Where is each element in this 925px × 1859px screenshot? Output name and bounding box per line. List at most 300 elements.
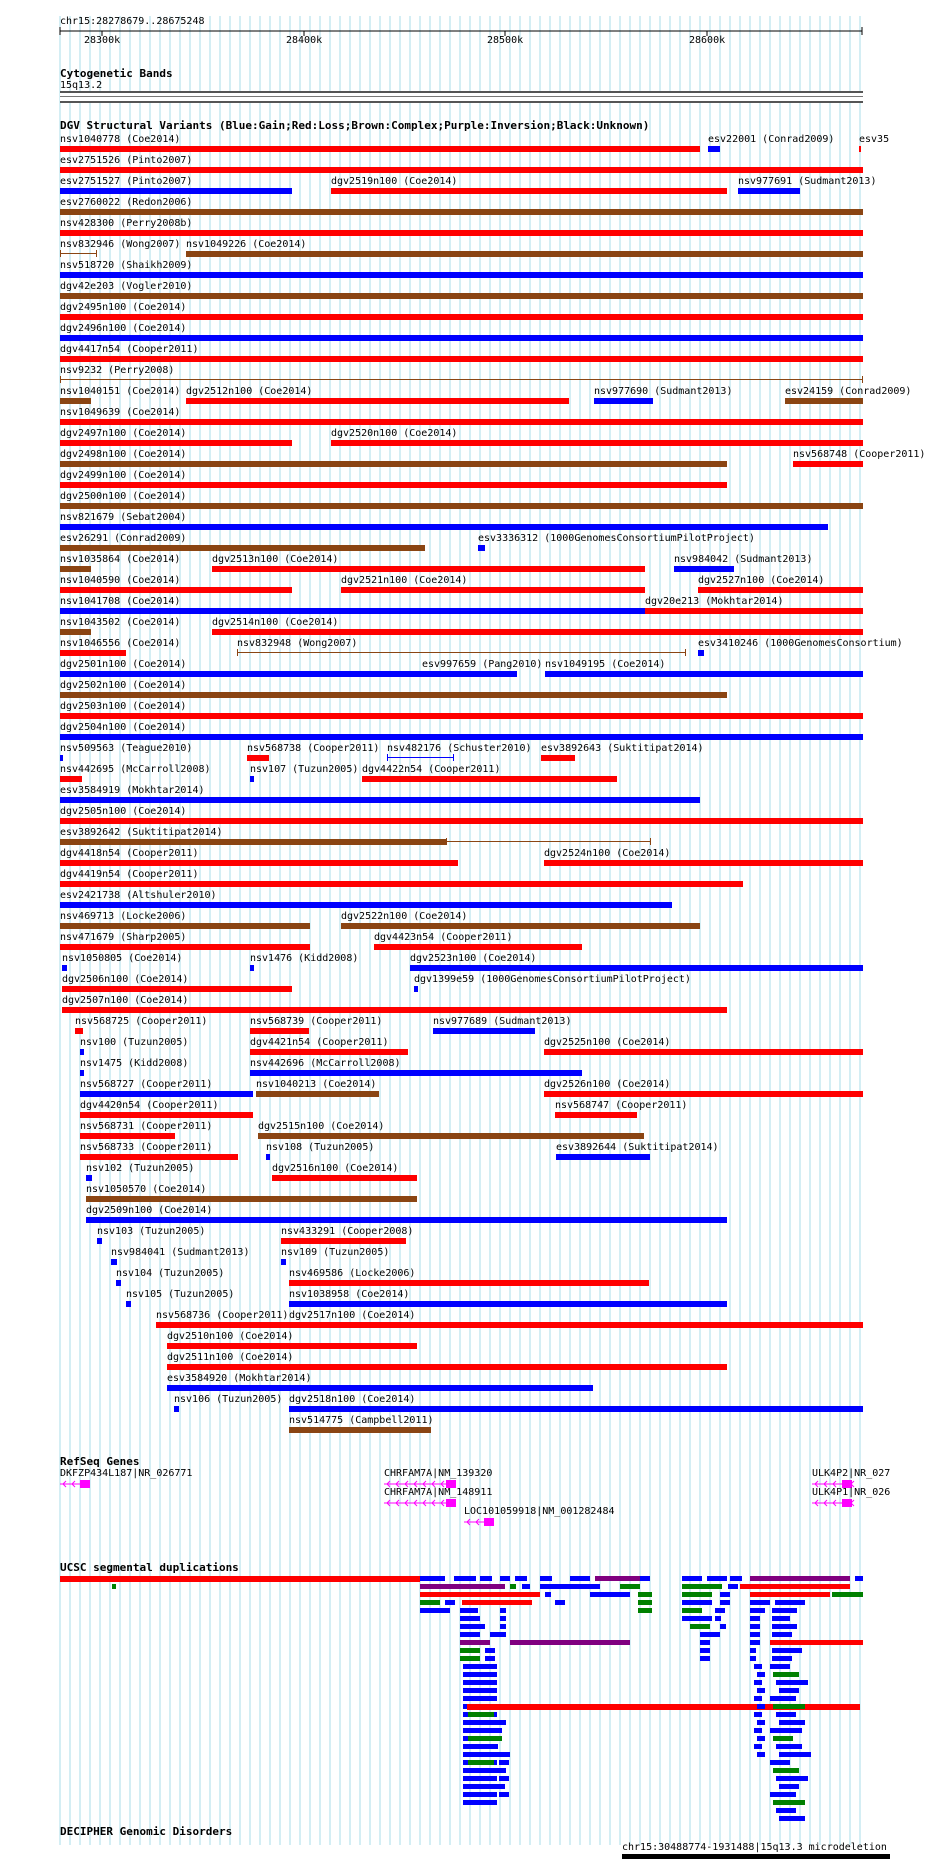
segdup-block[interactable] [420, 1584, 505, 1589]
dgv-variant-bar[interactable] [60, 818, 863, 824]
dgv-variant-label[interactable]: nsv1475 (Kidd2008) [80, 1058, 189, 1069]
dgv-variant-label[interactable]: dgv2527n100 (Coe2014) [698, 575, 825, 586]
dgv-variant-bar[interactable] [60, 379, 863, 380]
dgv-variant-label[interactable]: nsv977691 (Sudmant2013) [738, 176, 877, 187]
dgv-variant-bar[interactable] [859, 146, 861, 152]
dgv-variant-bar[interactable] [60, 671, 422, 677]
segdup-block[interactable] [757, 1672, 765, 1677]
dgv-variant-bar[interactable] [793, 461, 863, 467]
dgv-variant-label[interactable]: dgv2520n100 (Coe2014) [331, 428, 458, 439]
segdup-block[interactable] [776, 1744, 802, 1749]
dgv-variant-label[interactable]: nsv1040151 (Coe2014) [60, 386, 181, 397]
segdup-block[interactable] [460, 1632, 480, 1637]
segdup-block[interactable] [682, 1600, 712, 1605]
segdup-block[interactable] [500, 1632, 506, 1637]
refseq-gene-model[interactable] [60, 1479, 96, 1489]
dgv-variant-bar[interactable] [544, 1049, 863, 1055]
dgv-variant-bar[interactable] [60, 755, 63, 761]
segdup-block[interactable] [545, 1592, 551, 1597]
dgv-variant-bar[interactable] [60, 629, 91, 635]
dgv-variant-bar[interactable] [708, 146, 720, 152]
segdup-block[interactable] [750, 1616, 760, 1621]
segdup-block[interactable] [707, 1576, 727, 1581]
dgv-variant-bar[interactable] [289, 1322, 863, 1328]
segdup-block[interactable] [682, 1584, 722, 1589]
dgv-variant-bar[interactable] [387, 757, 453, 758]
dgv-variant-label[interactable]: dgv2497n100 (Coe2014) [60, 428, 187, 439]
segdup-track-title[interactable]: UCSC segmental duplications [60, 1561, 239, 1574]
dgv-variant-label[interactable]: dgv4419n54 (Cooper2011) [60, 869, 199, 880]
decipher-item-bar[interactable] [622, 1854, 890, 1859]
segdup-block[interactable] [770, 1760, 790, 1765]
dgv-variant-label[interactable]: nsv821679 (Sebat2004) [60, 512, 187, 523]
dgv-variant-bar[interactable] [362, 776, 617, 782]
dgv-variant-label[interactable]: dgv2507n100 (Coe2014) [62, 995, 189, 1006]
dgv-variant-bar[interactable] [341, 587, 645, 593]
dgv-variant-bar[interactable] [698, 587, 863, 593]
dgv-variant-label[interactable]: nsv832948 (Wong2007) [237, 638, 358, 649]
dgv-variant-bar[interactable] [60, 440, 292, 446]
segdup-block[interactable] [595, 1576, 640, 1581]
segdup-block[interactable] [462, 1600, 532, 1605]
segdup-block[interactable] [779, 1816, 805, 1821]
segdup-block[interactable] [500, 1576, 510, 1581]
segdup-block[interactable] [728, 1584, 738, 1589]
dgv-variant-label[interactable]: dgv2502n100 (Coe2014) [60, 680, 187, 691]
dgv-variant-label[interactable]: esv2751527 (Pinto2007) [60, 176, 193, 187]
dgv-variant-label[interactable]: dgv2512n100 (Coe2014) [186, 386, 313, 397]
dgv-variant-bar[interactable] [156, 1322, 289, 1328]
dgv-variant-label[interactable]: dgv4421n54 (Cooper2011) [250, 1037, 389, 1048]
segdup-block[interactable] [770, 1728, 802, 1733]
dgv-variant-label[interactable]: nsv1035864 (Coe2014) [60, 554, 181, 565]
cyto-track-title[interactable]: Cytogenetic Bands [60, 67, 173, 80]
dgv-variant-label[interactable]: esv997659 (Pang2010) [422, 659, 543, 670]
refseq-track-title[interactable]: RefSeq Genes [60, 1455, 140, 1468]
dgv-variant-bar[interactable] [541, 755, 575, 761]
segdup-block[interactable] [773, 1800, 805, 1805]
dgv-variant-bar[interactable] [60, 356, 863, 362]
dgv-variant-label[interactable]: esv3336312 (1000GenomesConsortiumPilotProject) [478, 533, 755, 544]
segdup-block[interactable] [700, 1632, 720, 1637]
dgv-variant-label[interactable]: dgv4417n54 (Cooper2011) [60, 344, 199, 355]
segdup-block[interactable] [420, 1592, 540, 1597]
dgv-variant-bar[interactable] [414, 986, 418, 992]
dgv-variant-label[interactable]: nsv1049195 (Coe2014) [545, 659, 666, 670]
segdup-block[interactable] [779, 1688, 799, 1693]
dgv-variant-bar[interactable] [60, 776, 82, 782]
segdup-block[interactable] [638, 1608, 652, 1613]
dgv-variant-bar[interactable] [174, 1406, 179, 1412]
segdup-block[interactable] [420, 1576, 445, 1581]
segdup-block[interactable] [495, 1784, 505, 1789]
base-position-ruler[interactable] [0, 0, 890, 60]
dgv-variant-bar[interactable] [250, 1049, 408, 1055]
refseq-gene-model[interactable] [812, 1498, 858, 1508]
dgv-variant-label[interactable]: nsv1476 (Kidd2008) [250, 953, 359, 964]
refseq-gene-label[interactable]: LOC101059918|NM_001282484 [464, 1506, 615, 1517]
dgv-variant-bar[interactable] [544, 860, 863, 866]
dgv-variant-label[interactable]: esv24159 (Conrad2009) [785, 386, 912, 397]
dgv-variant-label[interactable]: nsv106 (Tuzun2005) [174, 1394, 283, 1405]
dgv-variant-label[interactable]: nsv469713 (Locke2006) [60, 911, 187, 922]
dgv-variant-label[interactable]: dgv2503n100 (Coe2014) [60, 701, 187, 712]
segdup-block[interactable] [754, 1728, 762, 1733]
dgv-variant-bar[interactable] [478, 545, 485, 551]
segdup-block[interactable] [499, 1792, 509, 1797]
segdup-block[interactable] [720, 1600, 730, 1605]
dgv-variant-label[interactable]: nsv442695 (McCarroll2008) [60, 764, 211, 775]
dgv-variant-label[interactable]: esv26291 (Conrad2009) [60, 533, 187, 544]
dgv-variant-bar[interactable] [60, 839, 446, 845]
segdup-block[interactable] [460, 1616, 480, 1621]
segdup-block[interactable] [522, 1584, 530, 1589]
dgv-variant-bar[interactable] [258, 1133, 644, 1139]
dgv-variant-label[interactable]: dgv20e213 (Mokhtar2014) [645, 596, 784, 607]
dgv-variant-bar[interactable] [60, 587, 292, 593]
segdup-block[interactable] [770, 1640, 863, 1645]
dgv-variant-bar[interactable] [60, 314, 863, 320]
segdup-block[interactable] [445, 1600, 455, 1605]
dgv-variant-label[interactable]: nsv109 (Tuzun2005) [281, 1247, 390, 1258]
dgv-variant-label[interactable]: nsv471679 (Sharp2005) [60, 932, 187, 943]
refseq-gene-label[interactable]: CHRFAM7A|NM_148911 [384, 1487, 493, 1498]
dgv-variant-bar[interactable] [60, 188, 292, 194]
dgv-variant-label[interactable]: nsv100 (Tuzun2005) [80, 1037, 189, 1048]
segdup-block[interactable] [757, 1688, 765, 1693]
segdup-block[interactable] [682, 1616, 712, 1621]
segdup-block[interactable] [700, 1648, 710, 1653]
segdup-block[interactable] [730, 1576, 742, 1581]
dgv-variant-bar[interactable] [60, 209, 863, 215]
dgv-variant-bar[interactable] [247, 755, 269, 761]
dgv-variant-label[interactable]: nsv514775 (Campbell2011) [289, 1415, 434, 1426]
dgv-variant-label[interactable]: nsv568747 (Cooper2011) [555, 1100, 688, 1111]
dgv-variant-bar[interactable] [60, 335, 863, 341]
segdup-block[interactable] [770, 1792, 796, 1797]
dgv-variant-label[interactable]: nsv984042 (Sudmant2013) [674, 554, 813, 565]
segdup-block[interactable] [460, 1648, 480, 1653]
segdup-block[interactable] [772, 1624, 797, 1629]
dgv-variant-bar[interactable] [60, 272, 863, 278]
dgv-variant-label[interactable]: dgv2498n100 (Coe2014) [60, 449, 187, 460]
segdup-block[interactable] [773, 1704, 805, 1709]
dgv-variant-bar[interactable] [281, 1259, 286, 1265]
dgv-variant-bar[interactable] [80, 1133, 175, 1139]
dgv-variant-label[interactable]: nsv428300 (Perry2008b) [60, 218, 193, 229]
segdup-block[interactable] [60, 1576, 420, 1582]
dgv-variant-label[interactable]: dgv2522n100 (Coe2014) [341, 911, 468, 922]
dgv-variant-bar[interactable] [62, 965, 67, 971]
dgv-variant-bar[interactable] [60, 608, 645, 614]
segdup-block[interactable] [772, 1632, 792, 1637]
segdup-block[interactable] [690, 1624, 710, 1629]
segdup-block[interactable] [463, 1688, 497, 1693]
dgv-variant-label[interactable]: dgv2511n100 (Coe2014) [167, 1352, 294, 1363]
segdup-block[interactable] [775, 1600, 805, 1605]
segdup-block[interactable] [773, 1768, 799, 1773]
dgv-variant-bar[interactable] [212, 629, 863, 635]
segdup-block[interactable] [750, 1648, 756, 1653]
dgv-variant-label[interactable]: dgv2509n100 (Coe2014) [86, 1205, 213, 1216]
dgv-variant-bar[interactable] [250, 1070, 582, 1076]
dgv-variant-bar[interactable] [111, 1259, 117, 1265]
dgv-variant-label[interactable]: nsv1040590 (Coe2014) [60, 575, 181, 586]
segdup-block[interactable] [112, 1584, 116, 1589]
segdup-block[interactable] [750, 1656, 756, 1661]
dgv-variant-label[interactable]: esv3892643 (Suktitipat2014) [541, 743, 704, 754]
segdup-block[interactable] [463, 1784, 497, 1789]
segdup-block[interactable] [515, 1576, 527, 1581]
segdup-block[interactable] [472, 1744, 498, 1749]
segdup-block[interactable] [750, 1632, 760, 1637]
segdup-block[interactable] [754, 1680, 762, 1685]
segdup-block[interactable] [620, 1584, 640, 1589]
dgv-variant-label[interactable]: dgv2496n100 (Coe2014) [60, 323, 187, 334]
dgv-variant-bar[interactable] [237, 652, 685, 653]
segdup-block[interactable] [757, 1752, 765, 1757]
dgv-variant-bar[interactable] [60, 566, 91, 572]
segdup-block[interactable] [490, 1632, 500, 1637]
dgv-variant-label[interactable]: dgv2499n100 (Coe2014) [60, 470, 187, 481]
dgv-variant-bar[interactable] [60, 461, 727, 467]
segdup-block[interactable] [754, 1664, 762, 1669]
dgv-variant-bar[interactable] [289, 1406, 863, 1412]
segdup-block[interactable] [832, 1592, 863, 1597]
dgv-variant-label[interactable]: nsv984041 (Sudmant2013) [111, 1247, 250, 1258]
dgv-variant-bar[interactable] [60, 902, 672, 908]
dgv-variant-label[interactable]: dgv4418n54 (Cooper2011) [60, 848, 199, 859]
segdup-block[interactable] [468, 1712, 494, 1717]
segdup-block[interactable] [682, 1576, 702, 1581]
dgv-variant-label[interactable]: esv2421738 (Altshuler2010) [60, 890, 217, 901]
refseq-gene-label[interactable]: DKFZP434L187|NR_026771 [60, 1468, 193, 1479]
segdup-block[interactable] [700, 1640, 710, 1645]
dgv-variant-bar[interactable] [289, 1280, 649, 1286]
dgv-variant-label[interactable]: dgv1399e59 (1000GenomesConsortiumPilotProject) [414, 974, 691, 985]
dgv-variant-bar[interactable] [60, 881, 743, 887]
segdup-block[interactable] [640, 1576, 650, 1581]
dgv-variant-bar[interactable] [116, 1280, 121, 1286]
dgv-variant-bar[interactable] [86, 1217, 727, 1223]
dgv-variant-label[interactable]: nsv1041708 (Coe2014) [60, 596, 181, 607]
segdup-block[interactable] [682, 1608, 702, 1613]
dgv-variant-label[interactable]: nsv1050805 (Coe2014) [62, 953, 183, 964]
segdup-block[interactable] [779, 1784, 799, 1789]
dgv-variant-bar[interactable] [544, 1091, 863, 1097]
refseq-gene-model[interactable] [464, 1517, 500, 1527]
segdup-block[interactable] [463, 1664, 497, 1669]
dgv-variant-bar[interactable] [80, 1091, 253, 1097]
dgv-variant-bar[interactable] [60, 524, 828, 530]
dgv-variant-bar[interactable] [698, 650, 704, 656]
dgv-variant-label[interactable]: dgv2521n100 (Coe2014) [341, 575, 468, 586]
dgv-variant-bar[interactable] [250, 965, 254, 971]
segdup-block[interactable] [770, 1696, 796, 1701]
segdup-block[interactable] [740, 1584, 850, 1589]
dgv-variant-bar[interactable] [60, 146, 700, 152]
dgv-variant-bar[interactable] [60, 734, 863, 740]
cyto-band-ideogram[interactable] [60, 91, 863, 103]
dgv-variant-bar[interactable] [60, 545, 425, 551]
dgv-variant-label[interactable]: nsv1040213 (Coe2014) [256, 1079, 377, 1090]
segdup-block[interactable] [485, 1648, 495, 1653]
segdup-block[interactable] [420, 1608, 450, 1613]
dgv-variant-bar[interactable] [433, 1028, 535, 1034]
dgv-variant-label[interactable]: dgv2516n100 (Coe2014) [272, 1163, 399, 1174]
dgv-variant-label[interactable]: dgv2517n100 (Coe2014) [289, 1310, 416, 1321]
segdup-block[interactable] [779, 1720, 805, 1725]
dgv-variant-label[interactable]: dgv2501n100 (Coe2014) [60, 659, 187, 670]
dgv-variant-label[interactable]: nsv568748 (Cooper2011) [793, 449, 925, 460]
segdup-block[interactable] [460, 1656, 480, 1661]
dgv-variant-label[interactable]: nsv1040778 (Coe2014) [60, 134, 181, 145]
refseq-gene-label[interactable]: ULK4P2|NR_027 [812, 1468, 891, 1479]
dgv-variant-label[interactable]: dgv2505n100 (Coe2014) [60, 806, 187, 817]
segdup-block[interactable] [485, 1656, 495, 1661]
dgv-variant-label[interactable]: dgv2518n100 (Coe2014) [289, 1394, 416, 1405]
dgv-variant-label[interactable]: nsv482176 (Schuster2010) [387, 743, 532, 754]
segdup-block[interactable] [463, 1776, 497, 1781]
segdup-block[interactable] [757, 1704, 765, 1709]
segdup-block[interactable] [754, 1744, 762, 1749]
dgv-variant-bar[interactable] [60, 503, 863, 509]
segdup-block[interactable] [495, 1768, 505, 1773]
dgv-variant-bar[interactable] [266, 1154, 270, 1160]
dgv-variant-label[interactable]: nsv104 (Tuzun2005) [116, 1268, 225, 1279]
dgv-variant-bar[interactable] [341, 923, 700, 929]
dgv-variant-bar[interactable] [86, 1175, 92, 1181]
segdup-block[interactable] [463, 1680, 497, 1685]
segdup-block[interactable] [468, 1736, 502, 1741]
dgv-variant-bar[interactable] [738, 188, 800, 194]
segdup-block[interactable] [750, 1640, 760, 1645]
dgv-variant-bar[interactable] [281, 1238, 406, 1244]
dgv-variant-label[interactable]: dgv4422n54 (Cooper2011) [362, 764, 501, 775]
dgv-variant-label[interactable]: nsv977690 (Sudmant2013) [594, 386, 733, 397]
dgv-variant-label[interactable]: nsv1049226 (Coe2014) [186, 239, 307, 250]
segdup-block[interactable] [773, 1736, 793, 1741]
dgv-variant-label[interactable]: dgv2526n100 (Coe2014) [544, 1079, 671, 1090]
segdup-block[interactable] [499, 1760, 509, 1765]
segdup-block[interactable] [472, 1720, 506, 1725]
segdup-block[interactable] [776, 1776, 808, 1781]
segdup-block[interactable] [750, 1608, 765, 1613]
dgv-variant-bar[interactable] [60, 419, 863, 425]
dgv-variant-bar[interactable] [186, 398, 569, 404]
dgv-variant-bar[interactable] [167, 1343, 417, 1349]
dgv-track-title[interactable]: DGV Structural Variants (Blue:Gain;Red:Loss;Brown:Complex;Purple:Inversion;Black:Unknown) [60, 119, 650, 132]
segdup-block[interactable] [715, 1616, 721, 1621]
segdup-block[interactable] [776, 1808, 796, 1813]
dgv-variant-bar[interactable] [60, 482, 727, 488]
dgv-variant-bar[interactable] [374, 944, 582, 950]
segdup-block[interactable] [750, 1624, 760, 1629]
refseq-gene-label[interactable]: ULK4P1|NR_026 [812, 1487, 891, 1498]
dgv-variant-bar[interactable] [126, 1301, 131, 1307]
dgv-variant-bar[interactable] [422, 671, 517, 677]
segdup-block[interactable] [757, 1736, 765, 1741]
dgv-variant-label[interactable]: dgv2500n100 (Coe2014) [60, 491, 187, 502]
dgv-variant-label[interactable]: dgv42e203 (Vogler2010) [60, 281, 193, 292]
segdup-block[interactable] [460, 1608, 478, 1613]
dgv-variant-bar[interactable] [785, 398, 863, 404]
dgv-variant-label[interactable]: nsv102 (Tuzun2005) [86, 1163, 195, 1174]
dgv-variant-label[interactable]: nsv1050570 (Coe2014) [86, 1184, 207, 1195]
segdup-block[interactable] [468, 1760, 494, 1765]
dgv-variant-label[interactable]: dgv2515n100 (Coe2014) [258, 1121, 385, 1132]
dgv-variant-bar[interactable] [60, 293, 863, 299]
segdup-block[interactable] [540, 1576, 552, 1581]
segdup-block[interactable] [754, 1696, 762, 1701]
dgv-variant-bar[interactable] [80, 1070, 84, 1076]
dgv-variant-bar[interactable] [446, 841, 650, 842]
decipher-item-label[interactable]: chr15:30488774-1931488|15q13.3 microdeletion [622, 1842, 887, 1853]
segdup-block[interactable] [700, 1656, 710, 1661]
dgv-variant-bar[interactable] [60, 713, 863, 719]
dgv-variant-bar[interactable] [60, 944, 310, 950]
dgv-variant-label[interactable]: nsv108 (Tuzun2005) [266, 1142, 375, 1153]
dgv-variant-label[interactable]: nsv103 (Tuzun2005) [97, 1226, 206, 1237]
segdup-block[interactable] [476, 1728, 502, 1733]
dgv-variant-label[interactable]: nsv568733 (Cooper2011) [80, 1142, 213, 1153]
dgv-variant-bar[interactable] [60, 692, 727, 698]
dgv-variant-label[interactable]: nsv107 (Tuzun2005) [250, 764, 359, 775]
dgv-variant-bar[interactable] [60, 253, 96, 254]
refseq-gene-model[interactable] [384, 1498, 462, 1508]
segdup-block[interactable] [480, 1576, 492, 1581]
dgv-variant-label[interactable]: esv3584919 (Mokhtar2014) [60, 785, 205, 796]
dgv-variant-label[interactable]: dgv2514n100 (Coe2014) [212, 617, 339, 628]
dgv-variant-label[interactable]: esv35 [859, 134, 890, 145]
dgv-variant-label[interactable]: nsv509563 (Teague2010) [60, 743, 193, 754]
dgv-variant-label[interactable]: nsv568736 (Cooper2011) [156, 1310, 289, 1321]
dgv-variant-bar[interactable] [272, 1175, 417, 1181]
dgv-variant-label[interactable]: nsv518720 (Shaikh2009) [60, 260, 193, 271]
dgv-variant-label[interactable]: esv3410246 (1000GenomesConsortium) [698, 638, 903, 649]
dgv-variant-label[interactable]: nsv568725 (Cooper2011) [75, 1016, 208, 1027]
dgv-variant-label[interactable]: nsv977689 (Sudmant2013) [433, 1016, 572, 1027]
segdup-block[interactable] [772, 1656, 792, 1661]
dgv-variant-label[interactable]: dgv2519n100 (Coe2014) [331, 176, 458, 187]
dgv-variant-bar[interactable] [60, 923, 310, 929]
dgv-variant-bar[interactable] [60, 797, 700, 803]
dgv-variant-bar[interactable] [75, 1028, 83, 1034]
dgv-variant-label[interactable]: dgv2524n100 (Coe2014) [544, 848, 671, 859]
segdup-block[interactable] [750, 1600, 770, 1605]
segdup-block[interactable] [463, 1696, 497, 1701]
segdup-block[interactable] [495, 1752, 505, 1757]
dgv-variant-label[interactable]: esv2760022 (Redon2006) [60, 197, 193, 208]
dgv-variant-bar[interactable] [289, 1427, 431, 1433]
segdup-block[interactable] [500, 1608, 506, 1613]
segdup-block[interactable] [772, 1616, 790, 1621]
dgv-variant-label[interactable]: esv2751526 (Pinto2007) [60, 155, 193, 166]
dgv-variant-bar[interactable] [250, 1028, 309, 1034]
dgv-variant-label[interactable]: dgv4420n54 (Cooper2011) [80, 1100, 219, 1111]
segdup-block[interactable] [779, 1752, 811, 1757]
decipher-track-title[interactable]: DECIPHER Genomic Disorders [60, 1825, 233, 1838]
dgv-variant-label[interactable]: nsv568739 (Cooper2011) [250, 1016, 383, 1027]
dgv-variant-label[interactable]: dgv4423n54 (Cooper2011) [374, 932, 513, 943]
dgv-variant-bar[interactable] [60, 398, 91, 404]
segdup-block[interactable] [500, 1616, 506, 1621]
segdup-block[interactable] [638, 1600, 652, 1605]
segdup-block[interactable] [750, 1576, 850, 1581]
dgv-variant-label[interactable]: dgv2495n100 (Coe2014) [60, 302, 187, 313]
segdup-block[interactable] [757, 1720, 765, 1725]
dgv-variant-bar[interactable] [86, 1196, 417, 1202]
